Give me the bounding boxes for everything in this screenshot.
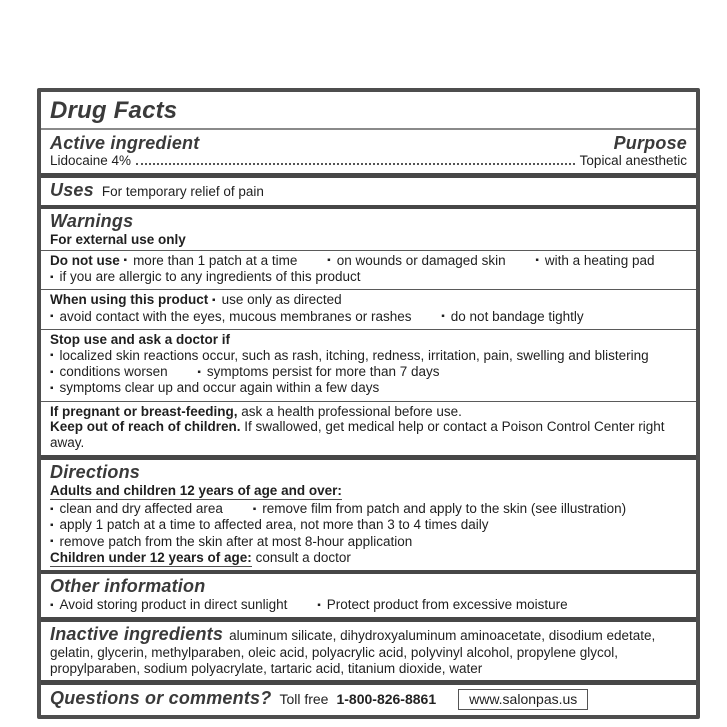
pregnancy-lead: If pregnant or breast-feeding, xyxy=(50,403,238,419)
pregnancy-block xyxy=(41,402,696,455)
bullet-item: ▪ on wounds or damaged skin xyxy=(327,253,505,268)
bullet-item: ▪ apply 1 patch at a time to affected area, not more than 3 to 4 times daily xyxy=(50,517,489,532)
bullet-item: ▪ more than 1 patch at a time xyxy=(124,253,298,268)
children-lead: Children under 12 years of age: xyxy=(50,550,252,566)
do-not-use-lead: Do not use xyxy=(50,252,120,268)
bullet-item: ▪ localized skin reactions occur, such as rash, itching, redness, irritation, pain, swelling and blistering xyxy=(50,348,649,363)
drug-facts-label xyxy=(37,88,700,719)
bullet-item: ▪ if you are allergic to any ingredients of this product xyxy=(50,269,360,284)
bullet-item: ▪ conditions worsen xyxy=(50,364,168,379)
bullet-item: ▪ remove film from patch and apply to the skin (see illustration) xyxy=(253,501,626,516)
when-using-lead: When using this product xyxy=(50,292,209,308)
uses-heading: Uses xyxy=(50,179,94,200)
stop-use-lead: Stop use and ask a doctor if xyxy=(50,331,231,347)
stop-use-block xyxy=(41,330,696,401)
warnings-heading: Warnings xyxy=(50,211,134,232)
adults-lead: Adults and children 12 years of age and over: xyxy=(50,483,342,499)
inactive-ingredients-heading: Inactive ingredients xyxy=(50,623,224,644)
bullet-item: ▪ avoid contact with the eyes, mucous membranes or rashes xyxy=(50,309,411,324)
bullet-item: ▪ do not bandage tightly xyxy=(441,309,583,324)
keep-out-text: If swallowed, get medical help or contact a Poison Control Center right away. xyxy=(50,419,665,451)
dotted-leader xyxy=(136,163,575,165)
bullet-item: ▪ Avoid storing product in direct sunlight xyxy=(50,597,287,612)
when-using-block xyxy=(41,290,696,329)
children-text: consult a doctor xyxy=(255,550,351,566)
bullet-item: ▪ Protect product from excessive moisture xyxy=(317,597,567,612)
title-section xyxy=(41,92,696,130)
inactive-ingredients-text: aluminum silicate, dihydroxyaluminum aminoacetate, disodium edetate, gelatin, glycerin, methylparaben, oleic acid, polyacrylic acid, polyvinyl alcohol, propylene glycol, propylparaben, sodium polyacrylate, tartaric acid, titanium dioxide, water xyxy=(50,627,656,676)
label-title: Drug Facts xyxy=(50,97,178,124)
bullet-item: ▪ symptoms clear up and occur again within a few days xyxy=(50,380,379,395)
questions-heading: Questions or comments? xyxy=(50,688,272,709)
bullet-item: ▪ symptoms persist for more than 7 days xyxy=(197,364,439,379)
bullet-item: ▪ with a heating pad xyxy=(535,253,654,268)
website-url: www.salonpas.us xyxy=(458,689,588,710)
bullet-item: ▪ remove patch from the skin after at most 8-hour application xyxy=(50,534,412,549)
bullet-item: ▪ clean and dry affected area xyxy=(50,501,223,516)
active-ingredient-section xyxy=(41,130,696,174)
do-not-use-block xyxy=(41,251,696,290)
active-ingredient-heading: Active ingredient xyxy=(50,132,200,153)
toll-free-number: 1-800-826-8861 xyxy=(336,691,437,708)
toll-free-label: Toll free xyxy=(279,691,329,708)
inactive-ingredients-section xyxy=(41,622,696,680)
warnings-section xyxy=(41,209,696,250)
pregnancy-text: ask a health professional before use. xyxy=(241,403,462,419)
questions-section xyxy=(41,685,696,715)
other-information-heading: Other information xyxy=(50,576,206,597)
external-use-text: For external use only xyxy=(50,231,186,247)
uses-text: For temporary relief of pain xyxy=(101,183,264,199)
keep-out-lead: Keep out of reach of children. xyxy=(50,419,241,435)
active-ingredient-name: Lidocaine 4% xyxy=(50,153,132,169)
directions-heading: Directions xyxy=(50,461,141,482)
uses-section xyxy=(41,178,696,205)
bullet-item: ▪ use only as directed xyxy=(212,292,342,307)
other-information-section xyxy=(41,574,696,617)
purpose-heading: Purpose xyxy=(613,132,687,153)
directions-section xyxy=(41,460,696,570)
purpose-value: Topical anesthetic xyxy=(579,153,687,169)
